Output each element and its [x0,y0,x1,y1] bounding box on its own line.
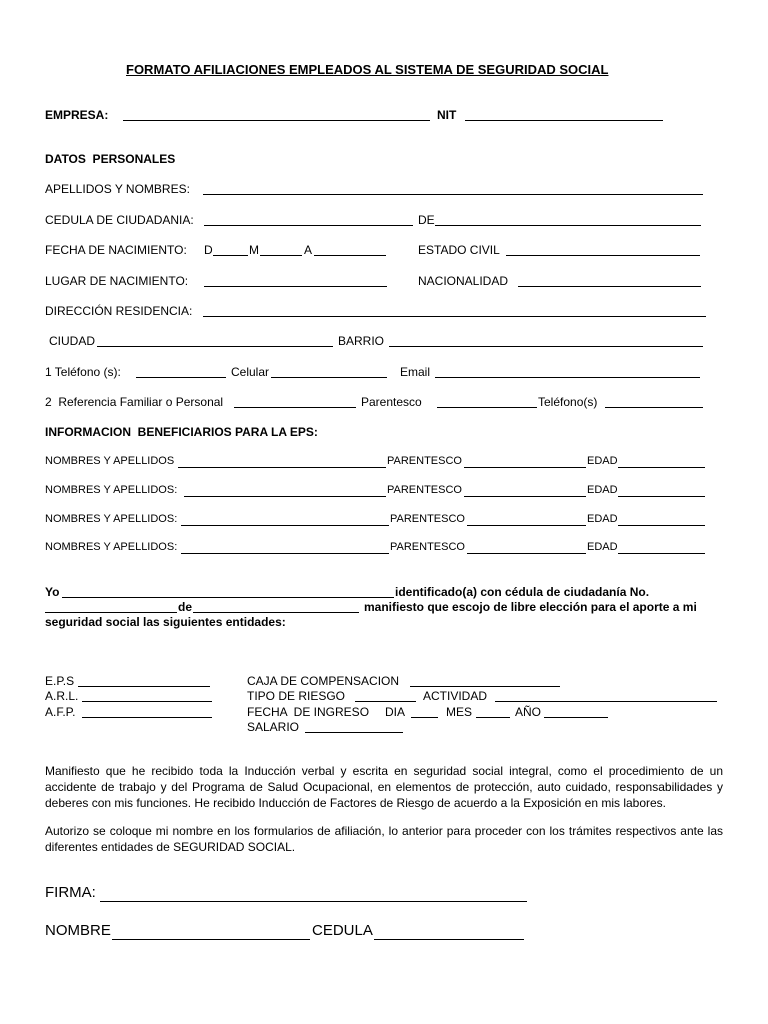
parentesco-label: PARENTESCO [390,513,465,525]
tipo-riesgo-field[interactable] [355,687,416,702]
edad-field[interactable] [618,453,705,468]
nombre-field[interactable] [112,922,310,940]
identificado-label: identificado(a) con cédula de ciudadanía No. [395,585,650,599]
edad-field[interactable] [618,511,705,526]
estado-civil-field[interactable] [506,241,700,256]
seguridad-label: seguridad social las siguientes entidades: [45,615,286,629]
barrio-label: BARRIO [338,334,385,348]
edad-label: EDAD [587,484,618,496]
fecha-a-label: A [304,243,313,257]
telefonos-label: Teléfono(s) [538,395,598,409]
caja-label: CAJA DE COMPENSACION [247,674,400,688]
direccion-label: DIRECCIÓN RESIDENCIA: [45,304,193,318]
lugar-nacimiento-label: LUGAR DE NACIMIENTO: [45,274,189,288]
fecha-m-label: M [249,243,259,257]
dia-field[interactable] [411,703,438,718]
afp-label: A.F.P. [45,705,76,719]
fecha-nacimiento-label: FECHA DE NACIMIENTO: [45,243,187,257]
nit-field[interactable] [465,106,663,121]
edad-label: EDAD [587,513,618,525]
afp-field[interactable] [82,703,212,718]
direccion-field[interactable] [203,302,706,317]
lugar-nacimiento-field[interactable] [204,272,387,287]
nacionalidad-label: NACIONALIDAD [418,274,509,288]
firma-field[interactable] [100,884,527,902]
barrio-field[interactable] [389,332,703,347]
parentesco-field[interactable] [464,482,586,497]
dia-label: DIA [385,705,406,719]
beneficiarios-heading: INFORMACION BENEFICIARIOS PARA LA EPS: [45,425,318,439]
yo-field[interactable] [62,583,394,598]
parentesco-field[interactable] [467,511,586,526]
parentesco-field[interactable] [437,393,537,408]
parentesco-label: PARENTESCO [387,455,462,467]
cedula-label: CEDULA DE CIUDADANIA: [45,213,194,227]
ciudad-label: CIUDAD [49,334,96,348]
salario-label: SALARIO [247,720,300,734]
telefonos-field[interactable] [605,393,703,408]
ano-label: AÑO [515,705,542,719]
page-title: FORMATO AFILIACIONES EMPLEADOS AL SISTEMA DE SEGURIDAD SOCIAL [126,62,609,77]
referencia-field[interactable] [234,393,356,408]
arl-label: A.R.L. [45,689,79,703]
edad-label: EDAD [587,541,618,553]
ciudad-field[interactable] [97,332,333,347]
nombres-label: NOMBRES Y APELLIDOS: [45,513,178,525]
eps-label: E.P.S [45,674,75,688]
manifiesto-label: manifiesto que escojo de libre elección para el aporte a mi [364,600,697,614]
telefono-field[interactable] [136,363,226,378]
nombres-label: NOMBRES Y APELLIDOS: [45,484,178,496]
yo-label: Yo [45,585,60,599]
parentesco-label: PARENTESCO [387,484,462,496]
nombre-label: NOMBRE [45,922,111,939]
apellidos-nombres-field[interactable] [203,180,703,195]
edad-field[interactable] [618,539,705,554]
nombres-field[interactable] [181,539,389,554]
cedula-expedicion-field[interactable] [193,598,359,613]
ano-field[interactable] [544,703,608,718]
celular-label: Celular [231,365,270,379]
tipo-riesgo-label: TIPO DE RIESGO [247,689,346,703]
parentesco-label: Parentesco [361,395,422,409]
cedula-field[interactable] [204,211,413,226]
cedula-de-field[interactable] [435,211,701,226]
edad-field[interactable] [618,482,705,497]
salario-field[interactable] [305,718,403,733]
firma-label: FIRMA: [45,884,96,901]
fecha-ingreso-label: FECHA DE INGRESO [247,705,370,719]
estado-civil-label: ESTADO CIVIL [418,243,500,257]
autorizo-paragraph: Autorizo se coloque mi nombre en los formularios de afiliación, lo anterior para proceder con los trámites respectivos ante las diferentes entidades de SEGURIDAD SOCIAL. [45,824,723,854]
nombres-label: NOMBRES Y APELLIDOS [45,455,175,467]
actividad-field[interactable] [495,687,717,702]
fecha-dia-field[interactable] [213,241,248,256]
mes-label: MES [446,705,473,719]
parentesco-field[interactable] [464,453,586,468]
fecha-mes-field[interactable] [260,241,302,256]
edad-label: EDAD [587,455,618,467]
cedula-firma-label: CEDULA [312,922,373,939]
mes-field[interactable] [476,703,510,718]
datos-personales-heading: DATOS PERSONALES [45,152,176,166]
induccion-paragraph: Manifiesto que he recibido toda la Inducción verbal y escrita en seguridad social integral, como el procedimiento de un accidente de trabajo y del Programa de Salud Ocupacional, en elementos de protección, auto cuidado, responsabilidades y deberes con mis funciones. He recibido Inducción de Factores de Riesgo de acuerdo a la Exposición en mis labores. [45,764,723,810]
email-label: Email [400,365,431,379]
telefono-label: 1 Teléfono (s): [45,365,121,379]
nombres-field[interactable] [178,453,386,468]
apellidos-nombres-label: APELLIDOS Y NOMBRES: [45,182,190,196]
parentesco-field[interactable] [467,539,586,554]
empresa-label: EMPRESA: [45,108,109,122]
referencia-label: 2 Referencia Familiar o Personal [45,395,224,409]
caja-field[interactable] [410,672,560,687]
fecha-ano-field[interactable] [314,241,386,256]
empresa-field[interactable] [123,106,430,121]
actividad-label: ACTIVIDAD [423,689,488,703]
de-label: de [178,600,193,614]
nacionalidad-field[interactable] [518,272,701,287]
fecha-d-label: D [204,243,213,257]
nombres-label: NOMBRES Y APELLIDOS: [45,541,178,553]
cedula-firma-field[interactable] [374,922,524,940]
nombres-field[interactable] [184,482,386,497]
parentesco-label: PARENTESCO [390,541,465,553]
email-field[interactable] [435,363,700,378]
eps-field[interactable] [78,672,210,687]
cedula-numero-field[interactable] [45,598,177,613]
cedula-de-label: DE [418,213,435,227]
nombres-field[interactable] [181,511,389,526]
celular-field[interactable] [271,363,387,378]
arl-field[interactable] [82,687,212,702]
nit-label: NIT [437,108,457,122]
